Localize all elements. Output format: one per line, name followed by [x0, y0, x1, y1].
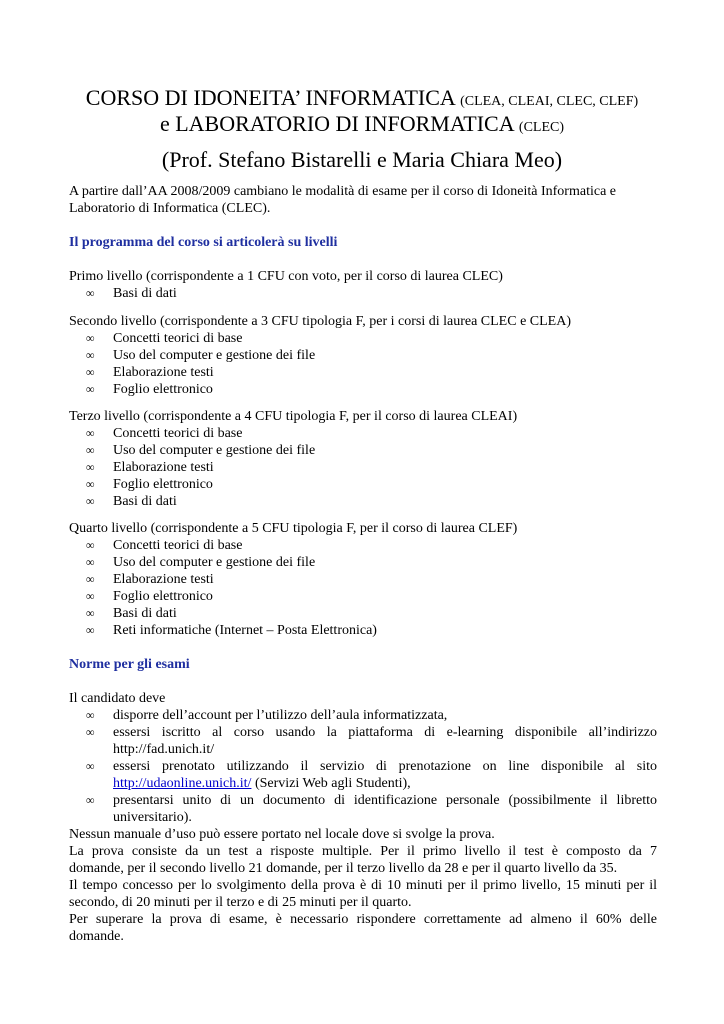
title-main-2: e LABORATORIO DI INFORMATICA [159, 111, 514, 136]
list-item: ∞ Uso del computer e gestione dei file [86, 348, 316, 363]
programma-heading: Il programma del corso si articolerà su livelli [69, 235, 338, 250]
title-degrees-2: (CLEC) [518, 120, 565, 135]
bullet-icon: ∞ [86, 623, 95, 637]
list-item: ∞ Basi di dati [86, 606, 177, 621]
rule-paragraph-1: Nessun manuale d’uso può essere portato nel locale dove si svolge la prova. [69, 827, 495, 842]
list-item: ∞ Concetti teorici di base [86, 538, 243, 553]
bullet-icon: ∞ [86, 460, 95, 474]
bullet-icon: ∞ [86, 494, 95, 508]
rule-paragraph-4-line-1: Per superare la prova di esame, è necessario rispondere correttamente ad almeno il 60% delle [69, 912, 657, 927]
rule-paragraph-3-line-2: secondo, di 20 minuti per il terzo e di 25 minuti per il quarto. [69, 895, 412, 910]
level-4-label: Quarto livello (corrispondente a 5 CFU tipologia F, per il corso di laurea CLEF) [69, 521, 518, 536]
bullet-icon: ∞ [86, 286, 95, 300]
list-item-continuation: http://fad.unich.it/ [113, 742, 215, 757]
intro-line-2: Laboratorio di Informatica (CLEC). [69, 201, 271, 216]
list-item: ∞ Basi di dati [86, 286, 177, 301]
bullet-icon: ∞ [86, 443, 95, 457]
title-main-1: CORSO DI IDONEITA’ INFORMATICA [85, 85, 455, 110]
level-3-label: Terzo livello (corrispondente a 4 CFU tipologia F, per il corso di laurea CLEAI) [69, 409, 518, 424]
bullet-icon: ∞ [86, 759, 95, 773]
title-line-1 [0, 86, 724, 114]
list-item: ∞ Uso del computer e gestione dei file [86, 443, 316, 458]
bullet-icon: ∞ [86, 348, 95, 362]
list-item: ∞ Concetti teorici di base [86, 331, 243, 346]
bullet-icon: ∞ [86, 572, 95, 586]
list-item: ∞ Elaborazione testi [86, 572, 214, 587]
list-item: ∞ presentarsi unito di un documento di identificazione personale (possibilmente il libretto [86, 793, 657, 808]
list-item: ∞ Concetti teorici di base [86, 426, 243, 441]
rule-paragraph-4-line-2: domande. [69, 929, 124, 944]
bullet-icon: ∞ [86, 331, 95, 345]
list-item: ∞ disporre dell’account per l’utilizzo dell’aula informatizzata, [86, 708, 448, 723]
level-1-label: Primo livello (corrispondente a 1 CFU con voto, per il corso di laurea CLEC) [69, 269, 503, 284]
list-item-continuation: universitario). [113, 810, 192, 825]
title-degrees-1: (CLEA, CLEAI, CLEC, CLEF) [460, 94, 639, 109]
bullet-icon: ∞ [86, 606, 95, 620]
list-item-continuation: http://udaonline.unich.it/ (Servizi Web agli Studenti), [113, 776, 411, 791]
list-item: ∞ Foglio elettronico [86, 477, 213, 492]
list-item: ∞ Basi di dati [86, 494, 177, 509]
bullet-icon: ∞ [86, 725, 95, 739]
udaonline-link[interactable]: http://udaonline.unich.it/ [113, 776, 252, 791]
bullet-icon: ∞ [86, 382, 95, 396]
list-item: ∞ Foglio elettronico [86, 589, 213, 604]
professors-line: (Prof. Stefano Bistarelli e Maria Chiara Meo) [161, 147, 563, 172]
bullet-icon: ∞ [86, 477, 95, 491]
list-item: ∞ essersi iscritto al corso usando la piattaforma di e-learning disponibile all’indirizzo [86, 725, 657, 740]
intro-line-1: A partire dall’AA 2008/2009 cambiano le modalità di esame per il corso di Idoneità Informatica e [69, 184, 616, 199]
bullet-icon: ∞ [86, 555, 95, 569]
list-item: ∞ Elaborazione testi [86, 460, 214, 475]
bullet-icon: ∞ [86, 589, 95, 603]
title-line-2 [0, 112, 724, 140]
norme-heading: Norme per gli esami [69, 657, 190, 672]
rule-paragraph-2-line-2: domande, per il secondo livello 21 domande, per il terzo livello da 28 e per il quarto livello da 35. [69, 861, 618, 876]
bullet-icon: ∞ [86, 426, 95, 440]
bullet-icon: ∞ [86, 365, 95, 379]
list-item: ∞ Uso del computer e gestione dei file [86, 555, 316, 570]
candidato-intro: Il candidato deve [69, 691, 166, 706]
level-2-label: Secondo livello (corrispondente a 3 CFU tipologia F, per i corsi di laurea CLEC e CLEA) [69, 314, 571, 329]
list-item: ∞ Foglio elettronico [86, 382, 213, 397]
list-item: ∞ essersi prenotato utilizzando il servizio di prenotazione on line disponibile al sito [86, 759, 657, 774]
bullet-icon: ∞ [86, 793, 95, 807]
list-item: ∞ Reti informatiche (Internet – Posta Elettronica) [86, 623, 377, 638]
bullet-icon: ∞ [86, 708, 95, 722]
rule-paragraph-2-line-1: La prova consiste da un test a risposte multiple. Per il primo livello il test è composto da 7 [69, 844, 657, 859]
list-item: ∞ Elaborazione testi [86, 365, 214, 380]
rule-paragraph-3-line-1: Il tempo concesso per lo svolgimento della prova è di 10 minuti per il primo livello, 15 minuti per il [69, 878, 657, 893]
bullet-icon: ∞ [86, 538, 95, 552]
